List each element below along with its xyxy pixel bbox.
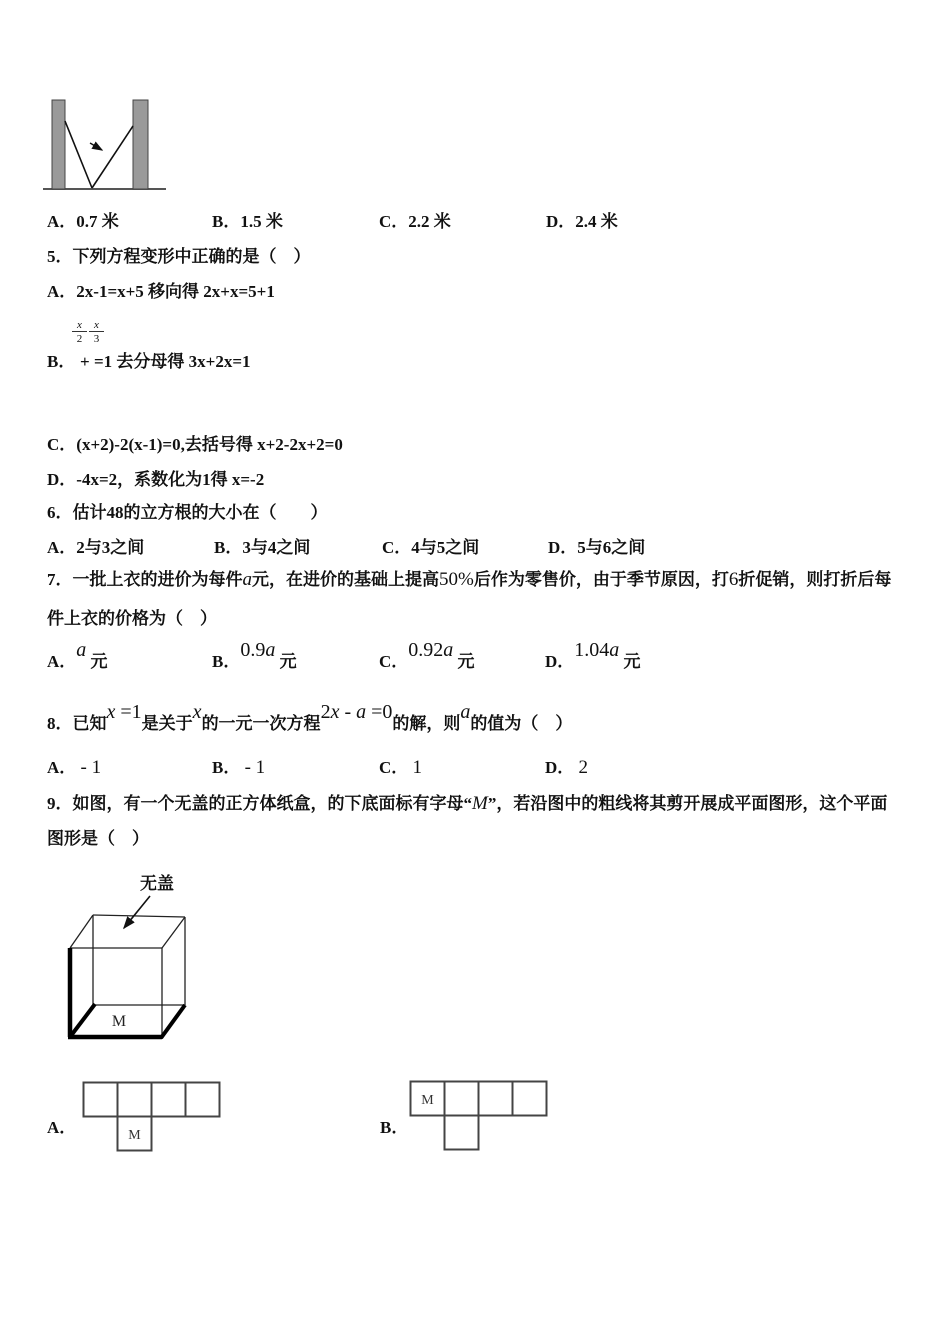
q7-option-b xyxy=(212,639,297,673)
q7-option-a-math xyxy=(76,639,86,661)
net-b-label: B． xyxy=(380,1118,409,1137)
q7-option-d xyxy=(545,639,641,673)
q8-option-a-value: - 1 xyxy=(80,757,102,778)
q9-text-2: ”，若沿图中的粗线将其剪开展成平面图形，这个平面 xyxy=(487,794,888,813)
bold-cut-edge xyxy=(70,1004,95,1037)
q7-option-d-label: D． xyxy=(545,652,575,671)
q4-option-c-label: C． xyxy=(379,212,409,231)
q4-option-b xyxy=(212,211,283,233)
q6-option-a-text: 2与3之间 xyxy=(76,538,145,557)
fraction-denominator: 2 xyxy=(76,333,83,345)
q8-var-a: a xyxy=(460,701,471,723)
q6-option-a-label: A． xyxy=(47,538,77,557)
q8-text-3: 的一元一次方程 xyxy=(201,714,321,733)
q7-option-a xyxy=(47,639,108,673)
q4-option-a-label: A． xyxy=(47,212,77,231)
q8-var-x: x xyxy=(106,701,116,723)
cube-figure xyxy=(56,892,196,1052)
q7-num-50pct: 50% xyxy=(439,569,474,590)
q8-option-d-label: D． xyxy=(545,758,575,777)
q4-option-d xyxy=(546,211,618,233)
q7-option-c xyxy=(379,639,475,673)
q8-title xyxy=(47,701,573,735)
q9-line2: 图形是（ ） xyxy=(47,829,149,848)
q7-option-d-math xyxy=(574,639,619,661)
q7-option-c-label: C． xyxy=(379,652,409,671)
q4-option-b-label: B． xyxy=(212,212,241,231)
q6-option-c xyxy=(382,537,479,559)
q8-eq-var-a: a xyxy=(356,701,367,723)
q6-option-c-label: C． xyxy=(382,538,412,557)
q8-eq-coef: 2 xyxy=(320,701,331,723)
q7-option-b-suffix: 元 xyxy=(279,652,297,671)
ladder-line-left xyxy=(65,121,92,188)
fraction-numerator: x xyxy=(89,319,104,332)
q7-option-b-math xyxy=(240,639,275,661)
q7-num-6: 6 xyxy=(728,569,739,590)
q5-option-c: C．(x+2)-2(x-1)=0,去括号得 x+2-2x+2=0 xyxy=(47,435,343,454)
q7-var-a: a xyxy=(242,569,252,590)
q5-title: 5．下列方程变形中正确的是（ ） xyxy=(47,247,311,266)
q4-option-a xyxy=(47,211,119,233)
q8-option-a-label: A． xyxy=(47,758,77,777)
fraction-numerator: x xyxy=(72,319,87,332)
net-a-label: A． xyxy=(47,1118,77,1137)
q8-math-x-equals-1 xyxy=(107,701,142,723)
q7-option-b-label: B． xyxy=(212,652,241,671)
q8-option-c-value: 1 xyxy=(412,757,423,778)
q8-option-d-value: 2 xyxy=(578,757,589,778)
q7-line1 xyxy=(47,569,891,591)
arrow-icon xyxy=(124,896,150,928)
q6-option-c-text: 4与5之间 xyxy=(411,538,480,557)
q4-option-d-label: D． xyxy=(546,212,576,231)
q7-text-2: 元，在进价的基础上提高 xyxy=(252,570,439,589)
q8-option-b-label: B． xyxy=(212,758,241,777)
net-b-figure xyxy=(409,1080,551,1152)
q8-option-a xyxy=(47,757,101,779)
q5-option-a: A．2x-1=x+5 移向得 2x+x=5+1 xyxy=(47,282,275,301)
wall-figure xyxy=(40,96,170,192)
net-a-figure xyxy=(82,1081,224,1153)
q6-option-b-text: 3与4之间 xyxy=(242,538,311,557)
cube-nolid-label: 无盖 xyxy=(140,874,174,893)
q7-option-b-num: 0.9 xyxy=(240,639,266,661)
q4-option-c xyxy=(379,211,451,233)
bold-cut-edge xyxy=(161,1005,185,1038)
q7-option-d-suffix: 元 xyxy=(623,652,641,671)
q6-title: 6．估计48的立方根的大小在（ ） xyxy=(47,503,328,522)
q4-option-a-text: 0.7 米 xyxy=(76,212,119,231)
fraction-denominator: 3 xyxy=(93,333,100,345)
q8-eq-var-x: x xyxy=(330,701,340,723)
q7-option-a-label: A． xyxy=(47,652,77,671)
q8-option-d xyxy=(545,757,588,779)
q5-option-b-label: B． xyxy=(47,352,76,371)
fraction-x-over-2 xyxy=(72,319,87,345)
ladder-line-right xyxy=(92,126,133,188)
q8-option-b-value: - 1 xyxy=(244,757,266,778)
q6-option-d-label: D． xyxy=(548,538,578,557)
q7-option-a-suffix: 元 xyxy=(90,652,108,671)
q8-text-5: 的值为（ ） xyxy=(470,714,573,733)
net-a-m-label: M xyxy=(128,1128,141,1143)
cube-m-label: M xyxy=(111,1013,127,1030)
q8-eq-zero: =0 xyxy=(366,701,393,723)
q9-text-1: 9．如图，有一个无盖的正方体纸盒，的下底面标有字母“ xyxy=(47,794,472,813)
fraction-x-over-3 xyxy=(89,319,104,345)
q6-option-b-label: B． xyxy=(214,538,243,557)
q8-eq-minus: - xyxy=(339,701,357,723)
q9-var-m: M xyxy=(472,793,488,814)
q4-option-b-text: 1.5 米 xyxy=(240,212,283,231)
q7-option-a-var: a xyxy=(76,639,87,661)
q7-option-d-num: 1.04 xyxy=(574,639,610,661)
q8-text-2: 是关于 xyxy=(141,714,193,733)
q5-option-b-rest: =1 去分母得 3x+2x=1 xyxy=(94,352,251,371)
left-wall xyxy=(52,100,65,189)
q8-option-b xyxy=(212,757,265,779)
q7-option-b-var: a xyxy=(265,639,276,661)
q8-math-equation xyxy=(321,701,393,723)
right-wall xyxy=(133,100,148,189)
q6-option-d-text: 5与6之间 xyxy=(577,538,646,557)
q9-line1 xyxy=(47,793,887,815)
q8-eq-1: =1 xyxy=(115,701,142,723)
q4-option-d-text: 2.4 米 xyxy=(575,212,618,231)
q6-option-a xyxy=(47,537,144,559)
q7-text-1: 7．一批上衣的进价为每件 xyxy=(47,570,243,589)
q7-option-c-math xyxy=(408,639,453,661)
q5-option-d: D．-4x=2，系数化为1得 x=-2 xyxy=(47,470,265,489)
q6-option-d xyxy=(548,537,645,559)
q7-option-d-var: a xyxy=(609,639,620,661)
q7-text-3: 后作为零售价，由于季节原因，打 xyxy=(473,570,729,589)
q7-option-c-suffix: 元 xyxy=(457,652,475,671)
q7-option-c-var: a xyxy=(443,639,454,661)
q8-option-c-label: C． xyxy=(379,758,409,777)
net-b-m-label: M xyxy=(421,1093,434,1108)
q6-option-b xyxy=(214,537,310,559)
q8-option-c xyxy=(379,757,422,779)
q8-var-x2: x xyxy=(192,701,202,723)
arrow-icon xyxy=(90,143,102,150)
q5-option-b-plus: + xyxy=(80,352,90,371)
q4-option-c-text: 2.2 米 xyxy=(408,212,451,231)
q7-line2: 件上衣的价格为（ ） xyxy=(47,609,217,628)
q8-text-1: 8．已知 xyxy=(47,714,107,733)
q7-option-c-num: 0.92 xyxy=(408,639,444,661)
q7-text-4: 折促销，则打折后每 xyxy=(738,570,892,589)
q8-text-4: 的解，则 xyxy=(392,714,461,733)
